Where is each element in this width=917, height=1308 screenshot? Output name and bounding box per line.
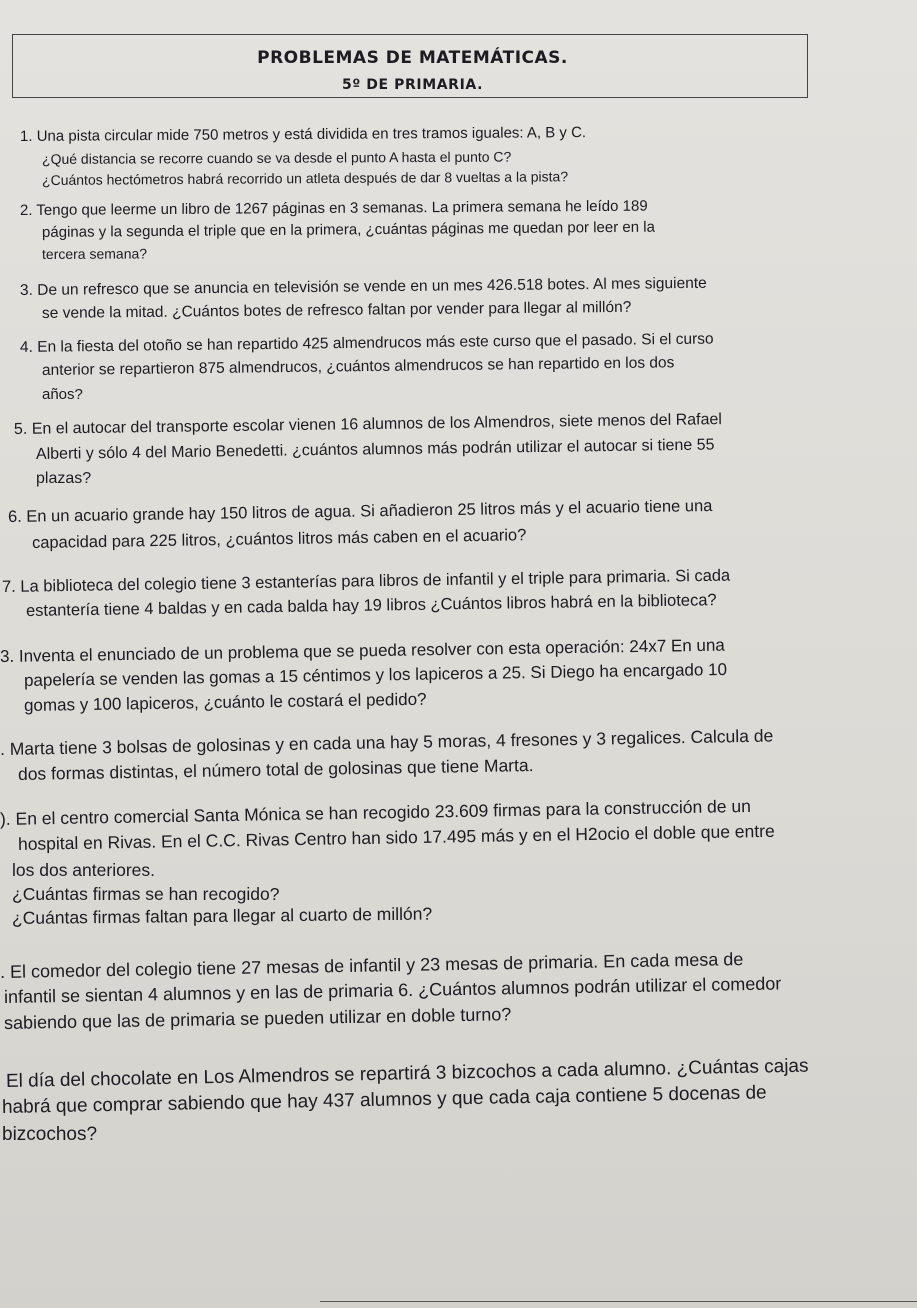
problem-1-line-3: ¿Cuántos hectómetros habrá recorrido un atleta después de dar 8 vueltas a la pista?	[41, 168, 569, 188]
problem-3-line-2: se vende la mitad. ¿Cuántos botes de refresco faltan por vender para llegar al millón?	[41, 298, 632, 322]
problem-6-line-2: capacidad para 225 litros, ¿cuántos litros más caben en el acuario?	[31, 526, 527, 552]
bottom-divider	[320, 1301, 917, 1302]
problem-2-line-2: páginas y la segunda el triple que en la primera, ¿cuántas páginas me quedan por leer en la	[41, 218, 655, 241]
problem-12-line-2: habrá que comprar sabiendo que hay 437 alumnos y que cada caja contiene 5 docenas de	[1, 1082, 767, 1118]
problem-5-line-2: Alberti y sólo 4 del Mario Benedetti. ¿cuántos alumnos más podrán utilizar el autocar si tiene 55	[35, 436, 715, 463]
problem-4-line-2: anterior se repartieron 875 almendrucos, ¿cuántos almendrucos se han repartido en los dos	[41, 354, 675, 379]
problem-4-line-3: años?	[42, 386, 83, 403]
problem-1-line-2: ¿Qué distancia se recorre cuando se va desde el punto A hasta el punto C?	[41, 148, 512, 167]
problem-2-line-1: 2. Tengo que leerme un libro de 1267 páginas en 3 semanas. La primera semana he leído 189	[19, 197, 648, 219]
problem-8-line-3: gomas y 100 lapiceros, ¿cuánto le costará el pedido?	[23, 689, 427, 715]
problem-10-line-3: los dos anteriores.	[12, 860, 155, 880]
problem-5-line-3: plazas?	[36, 470, 92, 487]
problem-9-line-1: . Marta tiene 3 bolsas de golosinas y en cada una hay 5 moras, 4 fresones y 3 regalices. Calcula de	[0, 725, 774, 759]
problem-8-line-2: papelería se venden las gomas a 15 céntimos y los lapiceros a 25. Si Diego ha encargado 10	[23, 659, 728, 690]
page-title: PROBLEMAS DE MATEMÁTICAS.	[257, 48, 568, 68]
problem-7-line-2: estantería tiene 4 baldas y en cada balda hay 19 libros ¿Cuántos libros habrá en la biblioteca?	[25, 591, 717, 620]
problem-7-line-1: 7. La biblioteca del colegio tiene 3 estanterías para libros de infantil y el triple para primaria. Si cada	[1, 566, 731, 596]
problem-10-line-5: ¿Cuántas firmas faltan para llegar al cuarto de millón?	[11, 903, 433, 928]
problem-9-line-2: dos formas distintas, el número total de golosinas que tiene Marta.	[17, 755, 534, 784]
problem-11-line-2: infantil se sientan 4 alumnos y en las de primaria 6. ¿Cuántos alumnos podrán utilizar el comedor	[3, 973, 782, 1007]
problem-3-line-1: 3. De un refresco que se anuncia en televisión se vende en un mes 426.518 botes. Al mes siguiente	[19, 274, 707, 299]
problem-12-line-3: bizcochos?	[2, 1124, 98, 1145]
problem-10-line-2: hospital en Rivas. En el C.C. Rivas Centro han sido 17.495 más y en el H2ocio el doble que entre	[17, 820, 775, 854]
problem-4-line-1: 4. En la fiesta del otoño se han repartido 425 almendrucos más este curso que el pasado. Si el curso	[19, 330, 714, 356]
problem-8-line-1: 3. Inventa el enunciado de un problema que se pueda resolver con esta operación: 24x7 En una	[0, 635, 725, 666]
problem-5-line-1: 5. En el autocar del transporte escolar vienen 16 alumnos de los Almendros, siete menos del Rafael	[13, 411, 723, 438]
problem-1-line-1: 1. Una pista circular mide 750 metros y está dividida en tres tramos iguales: A, B y C.	[19, 124, 587, 145]
problem-6-line-1: 6. En un acuario grande hay 150 litros de agua. Si añadieron 25 litros más y el acuario tiene una	[7, 496, 713, 526]
problem-2-line-3: tercera semana?	[41, 245, 148, 262]
problem-10-line-4: ¿Cuántas firmas se han recogido?	[12, 884, 280, 904]
problem-12-line-1: El día del chocolate en Los Almendros se repartirá 3 bizcochos a cada alumno. ¿Cuántas cajas	[5, 1055, 809, 1092]
problem-10-line-1: ). En el centro comercial Santa Mónica se han recogido 23.609 firmas para la construcción de un	[0, 795, 752, 829]
page-subtitle: 5º DE PRIMARIA.	[342, 77, 483, 93]
problem-11-line-1: . El comedor del colegio tiene 27 mesas de infantil y 23 mesas de primaria. En cada mesa de	[0, 949, 744, 982]
problem-11-line-3: sabiendo que las de primaria se pueden utilizar en doble turno?	[3, 1004, 512, 1033]
